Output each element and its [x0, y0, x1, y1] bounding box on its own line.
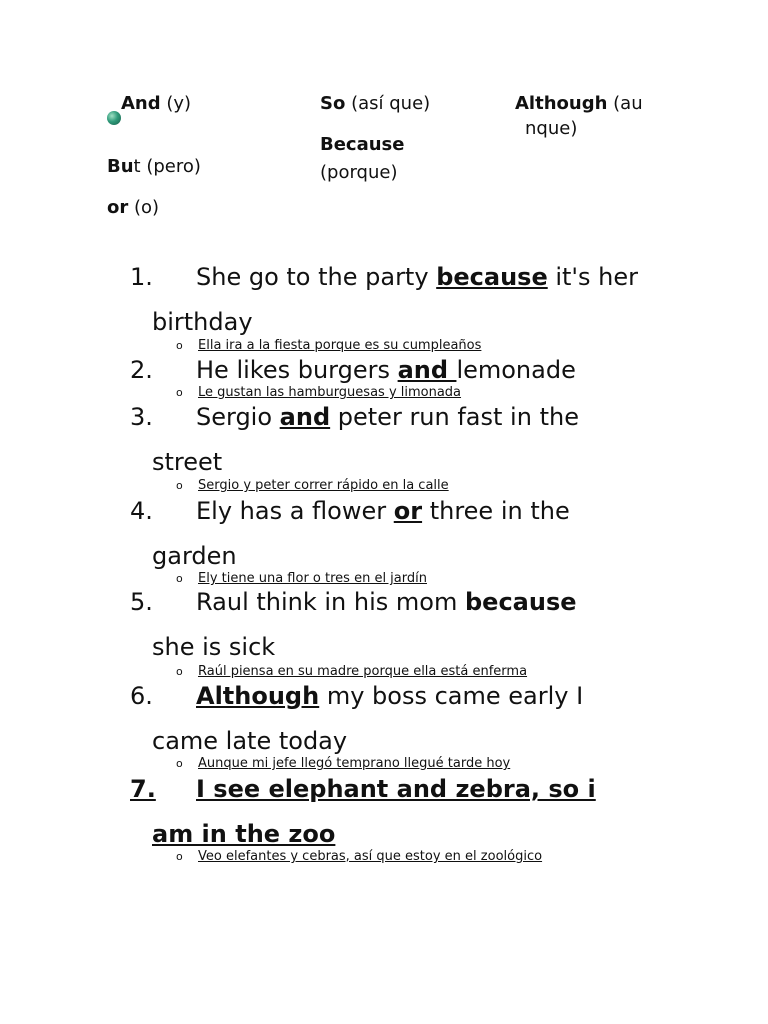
vocab-or: or (o) [107, 197, 160, 218]
vocab-because: Because [320, 134, 405, 155]
item-number: 1. [130, 263, 153, 291]
sentence-line: Although my boss came early I [196, 682, 584, 710]
vocab-and: And (y) [121, 93, 192, 114]
vocab-although: Although (au [515, 93, 643, 114]
circle-bullet-icon: o [176, 339, 183, 352]
circle-bullet-icon: o [176, 572, 183, 585]
item-number: 5. [130, 588, 153, 616]
translation-4: o Ely tiene una flor o tres en el jardín [176, 571, 427, 586]
translation-1: o Ella ira a la fiesta porque es su cumpleaños [176, 338, 482, 353]
conjunction: Although [196, 682, 320, 710]
sentence-continuation: garden [152, 542, 237, 570]
sentence-continuation: birthday [152, 308, 253, 336]
sentence-continuation: she is sick [152, 633, 276, 661]
circle-bullet-icon: o [176, 850, 183, 863]
sentence-line: Raul think in his mom because [196, 588, 577, 616]
vocab-but: But (pero) [107, 156, 201, 177]
vocab-so: So (así que) [320, 93, 431, 114]
vocab-although-meaning: nque) [525, 118, 578, 139]
translation-6: o Aunque mi jefe llegó temprano llegué tarde hoy [176, 756, 511, 771]
translation-7: o Veo elefantes y cebras, así que estoy en el zoológico [176, 849, 543, 864]
sentence-continuation: came late today [152, 727, 348, 755]
item-number: 2. [130, 356, 153, 384]
item-number: 7. [130, 775, 156, 803]
translation-2: o Le gustan las hamburguesas y limonada [176, 385, 462, 400]
circle-bullet-icon: o [176, 479, 183, 492]
sentence-continuation: am in the zoo [152, 820, 336, 848]
item-number: 6. [130, 682, 153, 710]
circle-bullet-icon: o [176, 665, 183, 678]
sentence-continuation: street [152, 448, 223, 476]
green-bullet-icon [107, 111, 121, 125]
conjunction: because [436, 263, 548, 291]
translation-3: o Sergio y peter correr rápido en la calle [176, 478, 449, 493]
conjunction: and [279, 403, 331, 431]
item-number: 4. [130, 497, 153, 525]
conjunction: and [397, 356, 457, 384]
vocab-because-meaning: (porque) [320, 162, 398, 183]
conjunction: or [393, 497, 423, 525]
circle-bullet-icon: o [176, 757, 183, 770]
circle-bullet-icon: o [176, 386, 183, 399]
sentence-line: He likes burgers and lemonade [196, 356, 576, 384]
item-number: 3. [130, 403, 153, 431]
conjunction: because [464, 588, 577, 616]
sentence-line: She go to the party because it's her [196, 263, 638, 291]
sentence-line: I see elephant and zebra, so i [196, 775, 596, 803]
sentence-line: Sergio and peter run fast in the [196, 403, 579, 431]
translation-5: o Raúl piensa en su madre porque ella está enferma [176, 664, 528, 679]
sentence-line: Ely has a flower or three in the [196, 497, 570, 525]
